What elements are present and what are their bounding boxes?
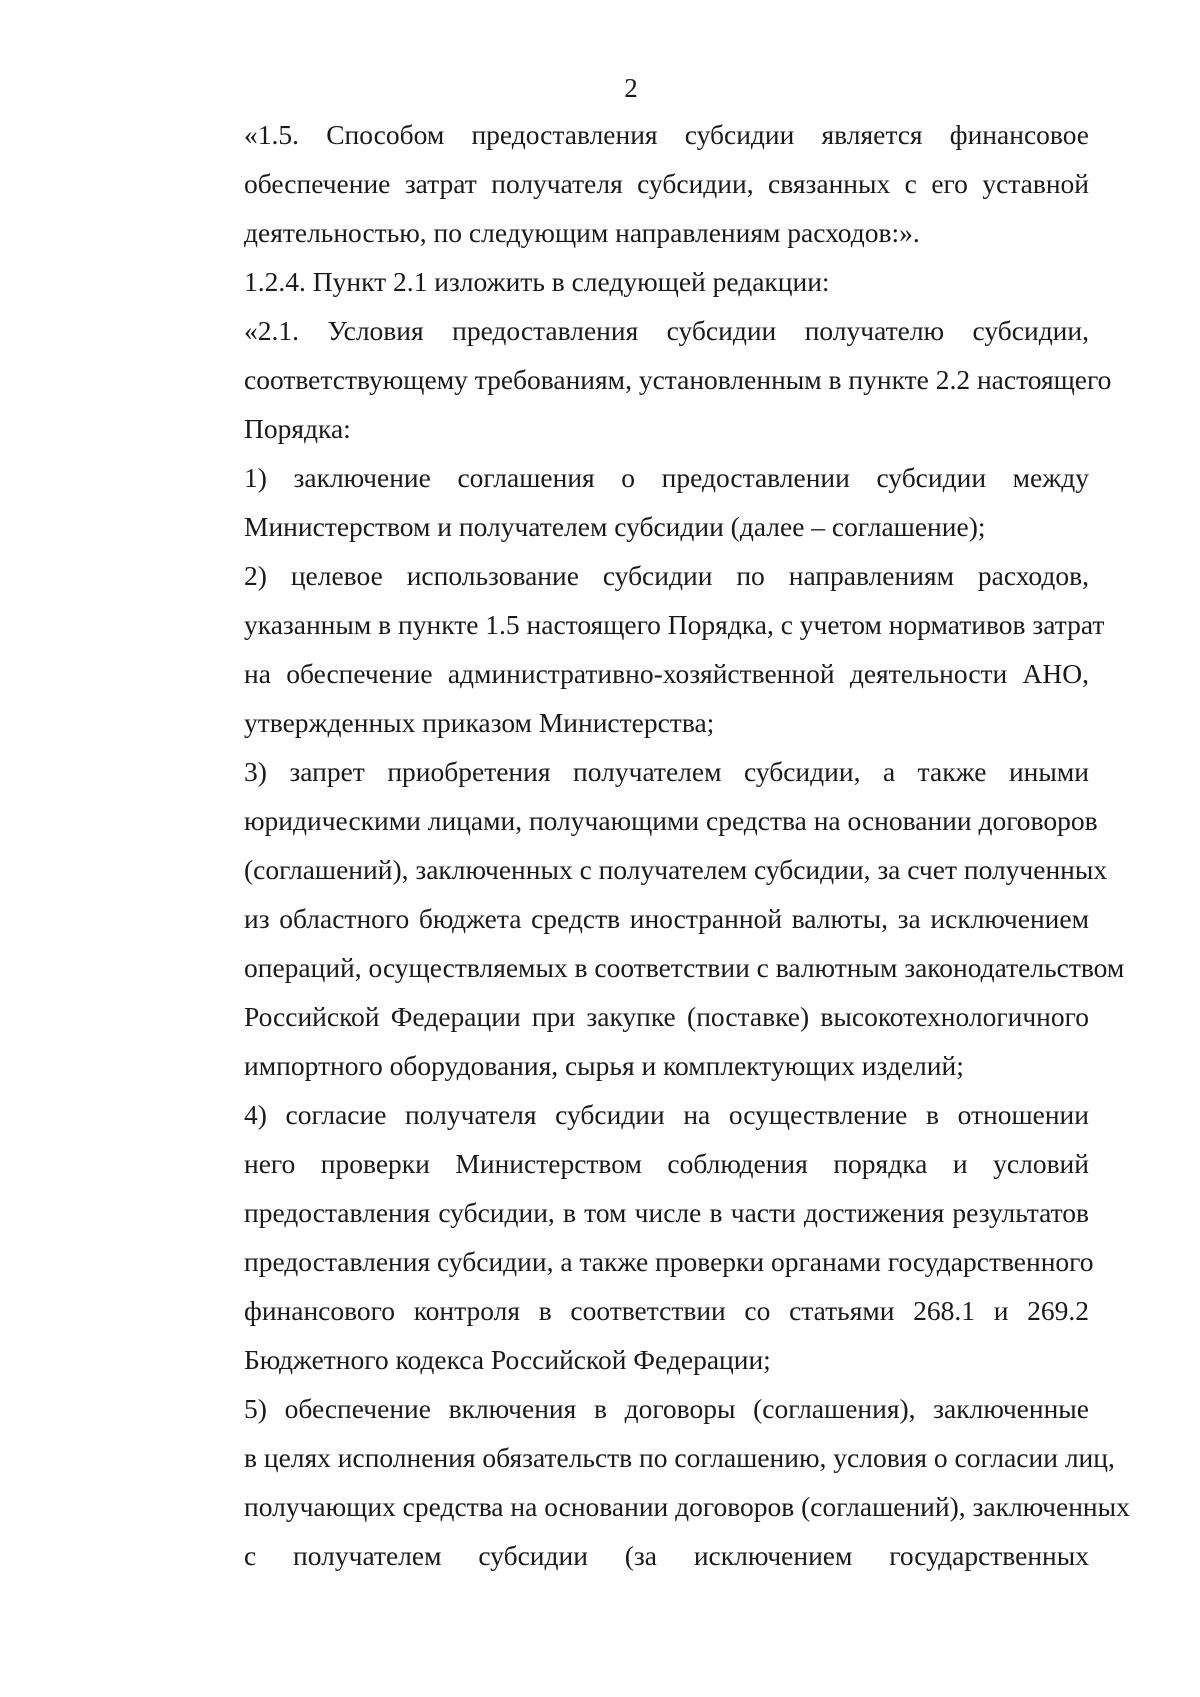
paragraph-1-5-method [173,110,1089,257]
text-line: 2) целевое использование субсидии по направлениям расходов, [244,560,1089,591]
text-line: Порядка: [244,413,351,444]
text-line: указанным в пункте 1.5 настоящего Порядка, с учетом нормативов затрат [244,609,1105,640]
list-item-5-contract-inclusion [173,1384,1130,1580]
text-line: предоставления субсидии, а также проверки органами государственного [244,1246,1094,1277]
text-line: 3) запрет приобретения получателем субсидии, а также иными [244,756,1089,787]
text-line: юридическими лицами, получающими средства на основании договоров [244,805,1098,836]
text-line: с получателем субсидии (за исключением государственных [244,1540,1089,1571]
text-line: него проверки Министерством соблюдения порядка и условий [244,1148,1089,1179]
text-line: 4) согласие получателя субсидии на осуществление в отношении [244,1099,1089,1130]
text-line: 5) обеспечение включения в договоры (соглашения), заключенные [244,1393,1089,1424]
document-body [173,110,1130,1580]
text-line: (соглашений), заключенных с получателем субсидии, за счет полученных [244,854,1108,885]
list-item-1-agreement [173,453,1089,551]
paragraph-1-2-4-amendment [173,257,1089,306]
text-line: деятельностью, по следующим направлениям расходов:». [244,217,920,248]
text-line: из областного бюджета средств иностранной валюты, за исключением [244,903,1089,934]
text-line: Министерством и получателем субсидии (далее – соглашение); [244,511,986,542]
text-line: обеспечение затрат получателя субсидии, связанных с его уставной [244,168,1089,199]
text-line: 1) заключение соглашения о предоставлении субсидии между [244,462,1089,493]
text-line: получающих средства на основании договоров (соглашений), заключенных [244,1491,1130,1522]
text-line: в целях исполнения обязательств по соглашению, условия о согласии лиц, [244,1442,1115,1473]
page-number: 2 [624,73,638,103]
text-line: на обеспечение административно-хозяйственной деятельности АНО, [244,658,1089,689]
text-line: «1.5. Способом предоставления субсидии является финансовое [244,119,1089,150]
text-line: «2.1. Условия предоставления субсидии получателю субсидии, [244,315,1089,346]
list-item-4-inspection-consent [173,1090,1094,1384]
paragraph-2-1-conditions [173,306,1112,453]
text-line: импортного оборудования, сырья и комплектующих изделий; [244,1050,964,1081]
text-line: Бюджетного кодекса Российской Федерации; [244,1344,771,1375]
text-line: Российской Федерации при закупке (поставке) высокотехнологичного [244,1001,1089,1032]
list-item-3-currency-ban [173,747,1125,1090]
text-line: соответствующему требованиям, установленным в пункте 2.2 настоящего [244,364,1112,395]
list-item-2-targeted-use [173,551,1105,747]
text-line: утвержденных приказом Министерства; [244,707,715,738]
text-line: операций, осуществляемых в соответствии с валютным законодательством [244,952,1125,983]
text-line: предоставления субсидии, в том числе в части достижения результатов [244,1197,1089,1228]
text-line: финансового контроля в соответствии со статьями 268.1 и 269.2 [244,1295,1089,1326]
text-line: 1.2.4. Пункт 2.1 изложить в следующей редакции: [244,266,830,297]
